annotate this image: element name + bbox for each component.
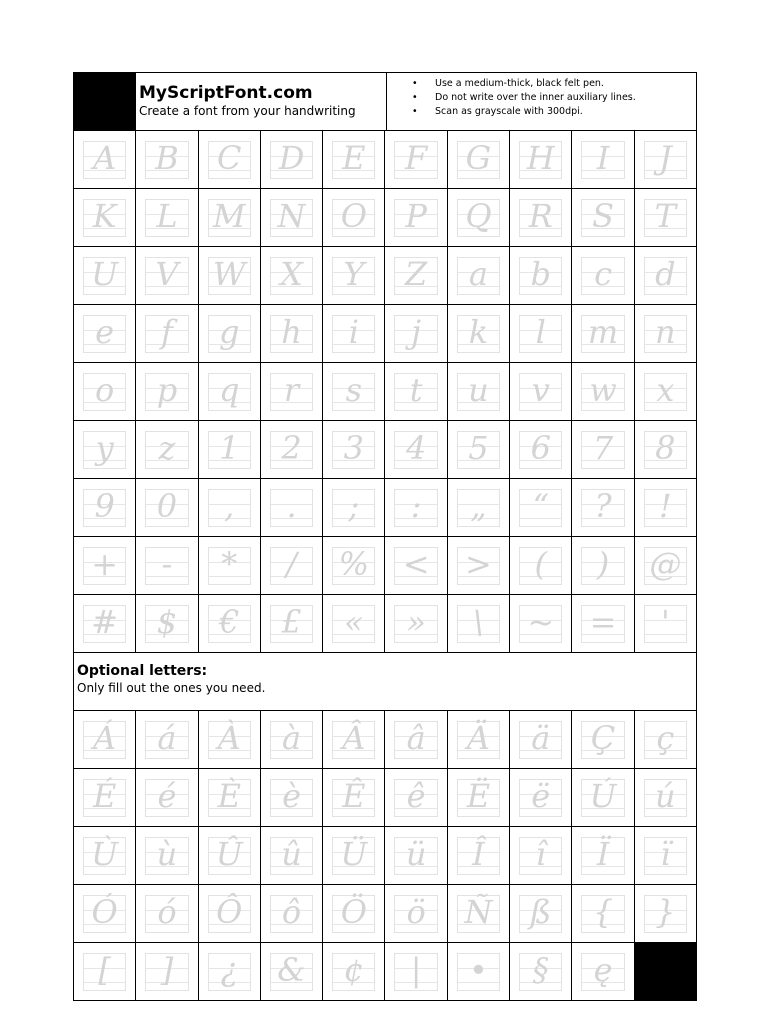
glyph-cell[interactable] [74, 827, 136, 885]
instruction-item: • Scan as grayscale with 300dpi. [387, 105, 697, 119]
glyph-template: ê [406, 777, 426, 815]
glyph-cell[interactable] [136, 769, 198, 827]
glyph-cell[interactable] [510, 769, 572, 827]
glyph-template: 8 [655, 429, 676, 467]
glyph-template: * [221, 545, 238, 583]
glyph-template: s [345, 371, 363, 409]
glyph-cell[interactable] [510, 943, 572, 1001]
glyph-template: € [219, 603, 240, 641]
glyph-template: C [217, 139, 242, 177]
glyph-template: d [655, 255, 676, 293]
glyph-template: & [277, 951, 306, 989]
glyph-cell[interactable] [199, 595, 261, 653]
glyph-cell[interactable] [448, 943, 510, 1001]
glyph-cell[interactable] [199, 827, 261, 885]
glyph-template: Û [215, 835, 243, 873]
glyph-template: I [596, 139, 610, 177]
glyph-cell[interactable] [635, 363, 697, 421]
glyph-template: % [338, 545, 370, 583]
glyph-cell[interactable] [261, 827, 323, 885]
glyph-template: V [155, 255, 179, 293]
glyph-cell[interactable] [510, 131, 572, 189]
glyph-cell[interactable] [136, 479, 198, 537]
brand-subtitle: Create a font from your handwriting [139, 104, 356, 118]
glyph-template: é [157, 777, 177, 815]
glyph-cell[interactable] [572, 363, 634, 421]
glyph-cell[interactable] [136, 537, 198, 595]
glyph-cell[interactable] [323, 479, 385, 537]
glyph-cell[interactable] [199, 421, 261, 479]
glyph-template: ? [594, 487, 612, 525]
glyph-template: £ [281, 603, 302, 641]
glyph-cell[interactable] [385, 189, 447, 247]
instruction-item: • Do not write over the inner auxiliary lines. [387, 91, 697, 105]
glyph-template: f [161, 313, 173, 351]
instructions [386, 73, 697, 130]
corner-marker [74, 73, 136, 130]
glyph-template: Ç [590, 719, 616, 757]
glyph-cell[interactable] [199, 189, 261, 247]
glyph-cell[interactable] [448, 247, 510, 305]
glyph-template: b [530, 255, 551, 293]
glyph-template: „ [470, 487, 487, 525]
glyph-cell[interactable] [448, 595, 510, 653]
glyph-cell[interactable] [74, 363, 136, 421]
glyph-template: ; [348, 487, 360, 525]
glyph-cell[interactable] [136, 943, 198, 1001]
main-character-grid [73, 131, 697, 653]
glyph-template: [ [98, 951, 111, 989]
glyph-template: ë [531, 777, 551, 815]
header [73, 72, 697, 131]
glyph-template: O [340, 197, 367, 235]
glyph-cell[interactable] [261, 943, 323, 1001]
glyph-cell[interactable] [74, 479, 136, 537]
glyph-template: “ [532, 487, 549, 525]
glyph-cell[interactable] [635, 247, 697, 305]
glyph-template: ô [281, 893, 302, 931]
glyph-template: S [592, 197, 614, 235]
template-sheet [73, 72, 697, 1001]
glyph-cell[interactable] [572, 131, 634, 189]
glyph-cell[interactable] [199, 537, 261, 595]
glyph-template: ( [534, 545, 547, 583]
glyph-cell[interactable] [385, 769, 447, 827]
glyph-template: Ù [91, 835, 119, 873]
glyph-cell[interactable] [323, 885, 385, 943]
glyph-template: Ñ [464, 893, 493, 931]
glyph-template: | [410, 951, 422, 989]
glyph-template: c [594, 255, 612, 293]
glyph-cell[interactable] [261, 363, 323, 421]
glyph-cell[interactable] [74, 305, 136, 363]
glyph-cell[interactable] [635, 827, 697, 885]
glyph-cell[interactable] [323, 189, 385, 247]
glyph-cell[interactable] [261, 305, 323, 363]
glyph-template: È [217, 777, 241, 815]
glyph-template: « [344, 603, 364, 641]
glyph-cell[interactable] [74, 537, 136, 595]
glyph-cell[interactable] [572, 943, 634, 1001]
glyph-template: n [655, 313, 676, 351]
glyph-template: 4 [405, 429, 427, 467]
glyph-cell[interactable] [635, 189, 697, 247]
optional-subtitle: Only fill out the ones you need. [77, 681, 266, 695]
glyph-template: v [531, 371, 550, 409]
glyph-cell[interactable] [323, 537, 385, 595]
glyph-template: x [656, 371, 675, 409]
glyph-cell[interactable] [74, 769, 136, 827]
glyph-template: Z [405, 255, 428, 293]
glyph-template: ! [658, 487, 672, 525]
glyph-cell[interactable] [323, 827, 385, 885]
glyph-template: T [654, 197, 676, 235]
glyph-cell[interactable] [510, 189, 572, 247]
glyph-template: À [217, 719, 241, 757]
glyph-cell[interactable] [261, 247, 323, 305]
glyph-cell[interactable] [510, 421, 572, 479]
glyph-cell[interactable] [385, 827, 447, 885]
glyph-template: U [91, 255, 119, 293]
glyph-template: ~ [527, 603, 555, 641]
glyph-template: ù [156, 835, 178, 873]
glyph-cell[interactable] [510, 363, 572, 421]
glyph-cell[interactable] [323, 943, 385, 1001]
glyph-template: - [161, 545, 173, 583]
glyph-cell[interactable] [74, 421, 136, 479]
glyph-cell[interactable] [385, 711, 447, 769]
glyph-template: } [655, 893, 676, 931]
glyph-template: ó [157, 893, 177, 931]
glyph-template: . [286, 487, 297, 525]
glyph-cell[interactable] [261, 595, 323, 653]
glyph-template: 1 [219, 429, 240, 467]
glyph-template: e [95, 313, 115, 351]
brand [139, 83, 356, 119]
glyph-cell[interactable] [385, 363, 447, 421]
glyph-template: è [282, 777, 301, 815]
glyph-cell[interactable] [74, 247, 136, 305]
glyph-cell[interactable] [572, 711, 634, 769]
glyph-cell[interactable] [385, 885, 447, 943]
glyph-cell[interactable] [572, 189, 634, 247]
glyph-cell[interactable] [510, 305, 572, 363]
glyph-cell[interactable] [448, 479, 510, 537]
glyph-template: ú [655, 777, 676, 815]
glyph-cell[interactable] [572, 827, 634, 885]
glyph-template: ] [160, 951, 174, 989]
glyph-template: L [156, 197, 178, 235]
glyph-cell[interactable] [572, 769, 634, 827]
glyph-cell[interactable] [385, 537, 447, 595]
glyph-cell[interactable] [136, 131, 198, 189]
glyph-cell[interactable] [261, 479, 323, 537]
glyph-template: ï [660, 835, 671, 873]
glyph-cell[interactable] [261, 711, 323, 769]
glyph-template: $ [156, 603, 178, 641]
glyph-cell[interactable] [323, 421, 385, 479]
glyph-template: / [286, 545, 297, 583]
glyph-cell[interactable] [136, 189, 198, 247]
glyph-template: P [405, 197, 427, 235]
glyph-template: Â [342, 719, 366, 757]
glyph-cell[interactable] [448, 421, 510, 479]
glyph-cell[interactable] [635, 479, 697, 537]
glyph-cell[interactable] [635, 421, 697, 479]
glyph-cell[interactable] [635, 885, 697, 943]
glyph-cell[interactable] [572, 247, 634, 305]
glyph-cell[interactable] [136, 421, 198, 479]
glyph-cell[interactable] [323, 305, 385, 363]
glyph-template: D [278, 139, 305, 177]
glyph-template: ö [406, 893, 426, 931]
brand-title: MyScriptFont.com [139, 83, 313, 103]
glyph-cell[interactable] [385, 595, 447, 653]
glyph-template: g [219, 313, 240, 351]
glyph-template: Y [343, 255, 365, 293]
glyph-template: û [281, 835, 302, 873]
glyph-template: h [281, 313, 302, 351]
glyph-template: ß [530, 893, 552, 931]
glyph-cell[interactable] [448, 363, 510, 421]
glyph-cell[interactable] [136, 885, 198, 943]
glyph-cell[interactable] [74, 189, 136, 247]
glyph-cell[interactable] [323, 363, 385, 421]
glyph-cell[interactable] [136, 711, 198, 769]
glyph-template: É [92, 777, 117, 815]
glyph-template: : [410, 487, 422, 525]
glyph-template: Î [472, 835, 485, 873]
glyph-template: = [589, 603, 617, 641]
glyph-template: r [283, 371, 300, 409]
glyph-template: X [280, 255, 303, 293]
glyph-cell[interactable] [448, 827, 510, 885]
instruction-item: • Use a medium-thick, black felt pen. [387, 77, 697, 91]
glyph-template: z [158, 429, 176, 467]
glyph-template: , [224, 487, 235, 525]
glyph-cell[interactable] [136, 827, 198, 885]
glyph-template: î [535, 835, 546, 873]
glyph-cell[interactable] [510, 247, 572, 305]
glyph-cell[interactable] [261, 885, 323, 943]
glyph-cell[interactable] [510, 537, 572, 595]
glyph-cell[interactable] [199, 479, 261, 537]
glyph-cell[interactable] [74, 131, 136, 189]
glyph-template: i [348, 313, 359, 351]
glyph-cell[interactable] [261, 189, 323, 247]
glyph-template: # [91, 603, 119, 641]
glyph-cell[interactable] [572, 595, 634, 653]
glyph-template: 0 [156, 487, 178, 525]
glyph-template: E [342, 139, 366, 177]
glyph-template: { [592, 893, 614, 931]
glyph-template: p [156, 371, 178, 409]
glyph-template: Ï [596, 835, 610, 873]
optional-section [73, 653, 697, 711]
glyph-cell[interactable] [635, 711, 697, 769]
glyph-cell[interactable] [510, 479, 572, 537]
glyph-cell[interactable] [510, 827, 572, 885]
glyph-cell[interactable] [448, 537, 510, 595]
glyph-template: ' [660, 603, 670, 641]
glyph-template: J [658, 139, 672, 177]
glyph-template: á [157, 719, 177, 757]
glyph-template: ä [531, 719, 551, 757]
glyph-cell[interactable] [261, 131, 323, 189]
glyph-template: m [587, 313, 619, 351]
glyph-cell[interactable] [635, 305, 697, 363]
glyph-cell[interactable] [199, 885, 261, 943]
glyph-cell[interactable] [199, 131, 261, 189]
glyph-template: Á [93, 719, 117, 757]
glyph-cell[interactable] [572, 537, 634, 595]
glyph-template: \ [473, 603, 484, 641]
glyph-template: Q [465, 197, 492, 235]
glyph-cell[interactable] [635, 537, 697, 595]
glyph-template: » [406, 603, 426, 641]
glyph-template: 2 [281, 429, 302, 467]
glyph-template: W [212, 255, 246, 293]
glyph-template: Ê [342, 777, 366, 815]
glyph-template: ę [593, 951, 613, 989]
glyph-template: k [468, 313, 489, 351]
glyph-template: j [411, 313, 422, 351]
glyph-cell[interactable] [385, 479, 447, 537]
glyph-cell[interactable] [635, 769, 697, 827]
glyph-template: ¢ [343, 951, 365, 989]
glyph-cell[interactable] [385, 421, 447, 479]
glyph-cell[interactable] [136, 305, 198, 363]
glyph-cell[interactable] [448, 711, 510, 769]
glyph-template: • [469, 951, 488, 989]
glyph-template: Ë [466, 777, 491, 815]
glyph-template: à [282, 719, 302, 757]
glyph-cell[interactable] [635, 131, 697, 189]
glyph-template: 7 [592, 429, 614, 467]
glyph-template: < [402, 545, 430, 583]
glyph-template: 5 [468, 429, 489, 467]
glyph-cell[interactable] [448, 305, 510, 363]
optional-character-grid [73, 711, 697, 1001]
glyph-template: ) [596, 545, 610, 583]
glyph-template: Ô [216, 893, 243, 931]
glyph-cell[interactable] [323, 247, 385, 305]
glyph-template: q [219, 371, 240, 409]
glyph-cell[interactable] [199, 363, 261, 421]
glyph-template: K [92, 197, 117, 235]
glyph-template: Ó [91, 893, 118, 931]
glyph-cell[interactable] [136, 247, 198, 305]
glyph-template: ¿ [220, 951, 238, 989]
glyph-template: Ú [589, 777, 617, 815]
glyph-cell[interactable] [385, 247, 447, 305]
glyph-template: R [528, 197, 553, 235]
glyph-cell[interactable] [74, 885, 136, 943]
glyph-cell[interactable] [74, 595, 136, 653]
glyph-cell[interactable] [323, 131, 385, 189]
glyph-template: 9 [94, 487, 115, 525]
glyph-template: ç [656, 719, 675, 757]
glyph-cell[interactable] [572, 421, 634, 479]
glyph-cell[interactable] [323, 711, 385, 769]
glyph-cell[interactable] [199, 943, 261, 1001]
glyph-cell[interactable] [261, 421, 323, 479]
glyph-cell[interactable] [448, 885, 510, 943]
glyph-template: 3 [343, 429, 365, 467]
glyph-cell[interactable] [572, 885, 634, 943]
glyph-cell[interactable] [136, 595, 198, 653]
glyph-cell[interactable] [199, 711, 261, 769]
glyph-cell[interactable] [199, 769, 261, 827]
glyph-template: o [95, 371, 115, 409]
glyph-template: y [95, 429, 114, 467]
glyph-template: ü [405, 835, 427, 873]
glyph-cell[interactable] [385, 943, 447, 1001]
glyph-template: H [526, 139, 555, 177]
glyph-cell[interactable] [510, 595, 572, 653]
glyph-cell[interactable] [635, 595, 697, 653]
glyph-cell[interactable] [385, 305, 447, 363]
glyph-cell[interactable] [74, 943, 136, 1001]
glyph-cell[interactable] [261, 769, 323, 827]
glyph-template: w [589, 371, 617, 409]
glyph-cell[interactable] [199, 247, 261, 305]
glyph-cell[interactable] [572, 305, 634, 363]
optional-title: Optional letters: [77, 663, 208, 679]
glyph-template: G [465, 139, 492, 177]
glyph-template: u [468, 371, 489, 409]
glyph-template: a [468, 255, 488, 293]
glyph-template: â [406, 719, 426, 757]
glyph-cell[interactable] [448, 769, 510, 827]
glyph-template: + [91, 545, 119, 583]
glyph-cell[interactable] [510, 711, 572, 769]
glyph-template: F [405, 139, 428, 177]
glyph-template: t [409, 371, 423, 409]
glyph-cell[interactable] [323, 595, 385, 653]
glyph-cell[interactable] [448, 131, 510, 189]
glyph-template: B [155, 139, 179, 177]
glyph-template: Ä [466, 719, 490, 757]
glyph-template: N [277, 197, 306, 235]
glyph-cell[interactable] [323, 769, 385, 827]
glyph-template: A [93, 139, 117, 177]
glyph-cell[interactable] [572, 479, 634, 537]
glyph-template: l [535, 313, 546, 351]
glyph-cell[interactable] [448, 189, 510, 247]
glyph-template: 6 [530, 429, 551, 467]
glyph-template: Ö [340, 893, 367, 931]
glyph-cell[interactable] [261, 537, 323, 595]
glyph-cell[interactable] [74, 711, 136, 769]
glyph-cell[interactable] [136, 363, 198, 421]
corner-marker [635, 943, 697, 1001]
glyph-template: M [212, 197, 246, 235]
glyph-template: § [532, 951, 549, 989]
glyph-template: @ [649, 545, 682, 583]
glyph-cell[interactable] [199, 305, 261, 363]
glyph-cell[interactable] [385, 131, 447, 189]
glyph-cell[interactable] [510, 885, 572, 943]
glyph-template: Ü [340, 835, 368, 873]
glyph-template: > [465, 545, 492, 583]
